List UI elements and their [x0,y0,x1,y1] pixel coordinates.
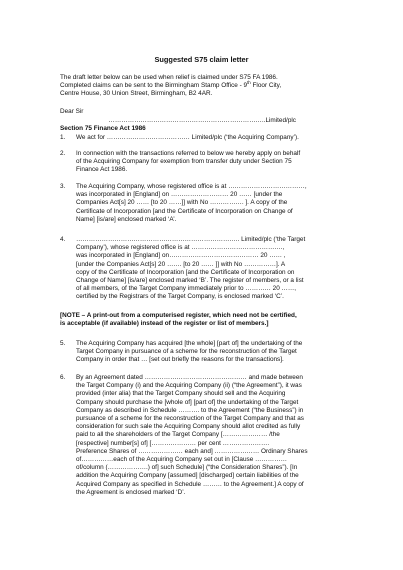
note-paragraph [60,312,350,328]
item-line: of……………each of the Acquiring Company set out in [Clause …………… [76,456,287,464]
item-line: the Agreement is enclosed marked ‘D’. [76,488,186,496]
item-line: Certificate of Incorporation [and the Certificate of Incorporation on Change of [76,207,293,215]
item-line: [respective] number[s] of] [………………… per cent …………………. [76,439,270,447]
item-line: Finance Act 1986. [76,166,128,174]
item-line: certified by the Registrars of the Target Company, is enclosed marked ‘C’. [76,293,284,301]
item-number: 4. [60,236,66,243]
item-line: Target Company in pursuance of a scheme for the reconstruction of the Target [76,348,297,356]
item-text [76,340,348,365]
item-line: of all members, of the Target Company immediately prior to ………… 20 ……, [76,285,297,293]
item-line: Company as described in Schedule ………. to the Agreement (“the Business”) in [76,406,304,414]
item-number: 1. [60,134,66,141]
item-line: paid to all the shareholders of the Target Company [………………… /the [76,431,280,439]
item-line: pursuance of a scheme for the reconstruction of the Target Company and that as [76,415,304,423]
item-line: ………………………………………………………………….. Limited/plc (‘the Target [76,236,306,243]
item-line: Company’), whose registered office is at ……………………………………., [76,244,285,252]
item-line: Acquired Company as specified in Schedule ……… to the Agreement.] A copy of [76,480,304,488]
item-line: By an Agreement dated ………………………………………… and made between [76,374,303,381]
intro-line-3: Centre House, 30 Union Street, Birmingham, B2 4AR. [60,90,213,98]
item-line: In connection with the transactions referred to below we hereby apply on behalf [76,150,301,157]
salutation: Dear Sir [60,108,84,115]
item-line: [under the Companies Act[s] 20 ……. [to 20 …… ]] with No ……………]. A [76,260,286,268]
item-text [76,236,348,302]
item-number: 2. [60,150,66,157]
item-line: Preference Shares of ………………… each and] ………………… Ordinary Shares [76,447,308,455]
item-text [76,134,348,142]
section-heading: Section 75 Finance Act 1986 [60,125,146,132]
dots-line: ………………………………………………………………..Limited/plc [108,117,296,124]
item-text [76,374,348,497]
item-line: We act for ………………………………… Limited/plc (‘the Acquiring Company’). [76,134,299,141]
item-line: copy of the Certificate of Incorporation [and the Certificate of Incorporation on [76,268,295,276]
document-title: Suggested S75 claim letter [154,55,249,64]
item-line: Company in order that … [set out briefly the reasons for the transactions]. [76,356,284,364]
item-text [76,150,348,175]
item-line: Company should purchase the [whole of] [part of] the undertaking of the Target [76,398,299,406]
item-line: The Acquiring Company has acquired [the whole] [part of] the undertaking of the [76,340,303,347]
item-line: of/column (……………….) of] such Schedule] (“the Consideration Shares”). [In [76,464,298,472]
note-line: [NOTE – A print-out from a computerised register, which need not be certified, [60,312,297,319]
item-line: was incorporated in [England] on…………………………………… 20 …… , [76,252,286,260]
item-number: 6. [60,374,66,381]
item-line: Change of Name] [is/are] enclosed marked ‘B’. The register of members, or a list [76,277,304,285]
item-text [76,183,348,224]
item-line: Companies Act[s] 20 …… [to 20 ……]] with No ……………. ]. A copy of the [76,199,288,207]
intro-line-2: Completed claims can be sent to the Birmingham Stamp Office - 9th Floor City, [60,80,282,90]
item-line: the Target Company (i) and the Acquiring Company (ii) (“the Agreement”), it was [76,382,302,390]
item-line: of the Acquiring Company for exemption from transfer duty under Section 75 [76,158,292,166]
item-line: The Acquiring Company, whose registered office is at ………………………………, [76,183,307,190]
item-number: 5. [60,340,66,347]
intro-line-1: The draft letter below can be used when relief is claimed under S75 FA 1986. [60,74,278,81]
item-number: 3. [60,183,66,190]
item-line: was incorporated in [England] on ……………………… 20 …… [under the [76,191,283,199]
item-line: provided (inter alia) that the Target Company should sell and the Acquiring [76,390,286,398]
item-line: addition the Acquiring Company [assumed] [discharged] certain liabilities of the [76,472,299,480]
item-line: Name] [is/are] enclosed marked ‘A’. [76,215,177,223]
intro-paragraph [60,74,350,99]
item-line: consideration for such sale the Acquiring Company should allot credited as fully [76,423,301,431]
note-line: is acceptable (if available) instead of the register or list of members.] [60,320,269,328]
